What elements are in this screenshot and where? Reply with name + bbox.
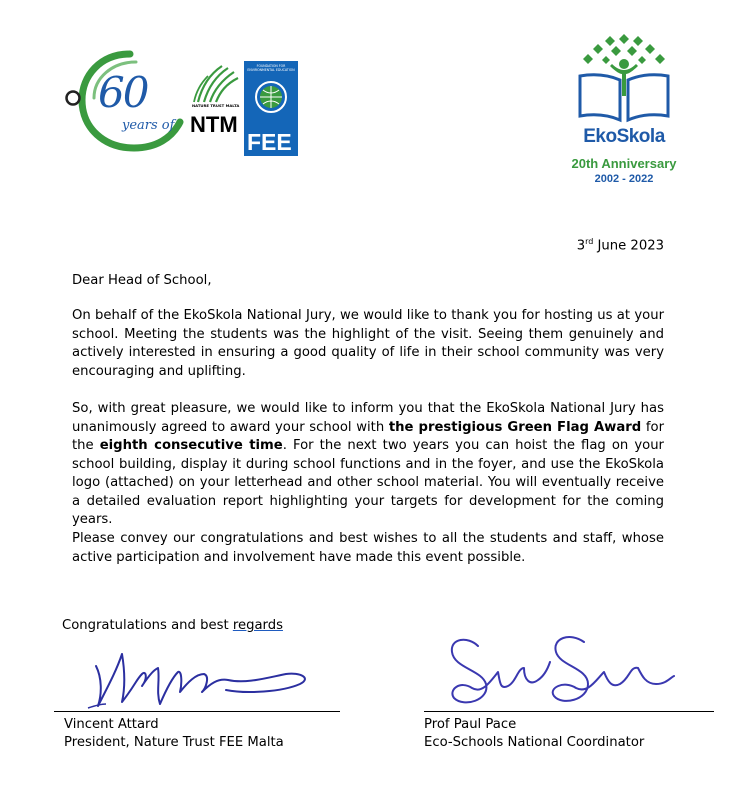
closing-text: Congratulations and best xyxy=(62,618,233,633)
globe-icon xyxy=(250,67,292,121)
fee-label: FEE xyxy=(247,129,292,155)
salutation: Dear Head of School, xyxy=(72,273,212,288)
ntm-small-text: NATURE TRUST MALTA xyxy=(192,103,240,108)
award-text-2: for the xyxy=(72,419,665,453)
signatory-left-title: President, Nature Trust FEE Malta xyxy=(64,735,284,750)
award-eighth-time: eighth consecutive time xyxy=(99,438,283,453)
ekoskola-logo xyxy=(566,28,682,188)
signatory-left-name: Vincent Attard xyxy=(64,717,159,732)
logo-60-years xyxy=(60,48,190,158)
logo-60-number: 60 xyxy=(98,68,148,117)
signature-vincent-attard-icon xyxy=(86,644,318,710)
award-green-flag: the prestigious Green Flag Award xyxy=(388,419,642,435)
signatory-right-title: Eco-Schools National Coordinator xyxy=(424,735,645,750)
letter-date xyxy=(577,237,664,253)
award-text-1: So, with great pleasure, we would like to inform you that the EkoSkola National Jury has unanimously agreed to award your school with xyxy=(72,401,664,435)
date-day: 3 xyxy=(576,238,586,254)
closing xyxy=(62,617,283,635)
signature-paul-pace-icon xyxy=(438,628,678,712)
logo-60-text: years of xyxy=(122,118,175,133)
signature-line-right xyxy=(424,711,714,712)
tree-book-icon xyxy=(566,28,682,126)
signatory-right-name: Prof Paul Pace xyxy=(424,717,517,732)
fee-logo xyxy=(244,61,298,156)
ekoskola-anniversary: 20th Anniversary xyxy=(571,156,677,171)
ntm-label: NTM xyxy=(190,112,238,137)
award-text-3: . For the next two years you can hoist the flag on your school building, display it during school functions and in the foyer, and use the EkoSkola logo (attached) on your letterhead and other school material. You will eventually receive a detailed evaluation report highlighting your targets for development for the coming years. xyxy=(72,438,664,527)
paragraph-thanks: On behalf of the EkoSkola National Jury, we would like to thank you for hosting us at your school. Meeting the students was the highlight of the visit. Seeing them genuinely and actively interested in ensuring a good quality of life in their school community was very encouraging and uplifting. xyxy=(72,308,664,379)
date-rest: June 2023 xyxy=(593,238,664,254)
closing-regards: regards xyxy=(232,618,283,633)
grass-icon xyxy=(190,62,242,104)
signatory-left xyxy=(64,716,284,752)
signature-line-left xyxy=(54,711,340,712)
fee-arc-text: FOUNDATION FOR ENVIRONMENTAL EDUCATION xyxy=(247,64,295,72)
signatory-right xyxy=(424,716,644,752)
ntm-logo xyxy=(190,62,242,154)
ekoskola-name: EkoSkola xyxy=(583,126,665,147)
ekoskola-years: 2002 - 2022 xyxy=(594,173,654,185)
date-suffix: rd xyxy=(585,237,594,246)
paragraph-congratulations: Please convey our congratulations and best wishes to all the students and staff, whose active participation and involvement have made this event possible. xyxy=(72,531,664,565)
paragraph-award xyxy=(72,400,664,530)
